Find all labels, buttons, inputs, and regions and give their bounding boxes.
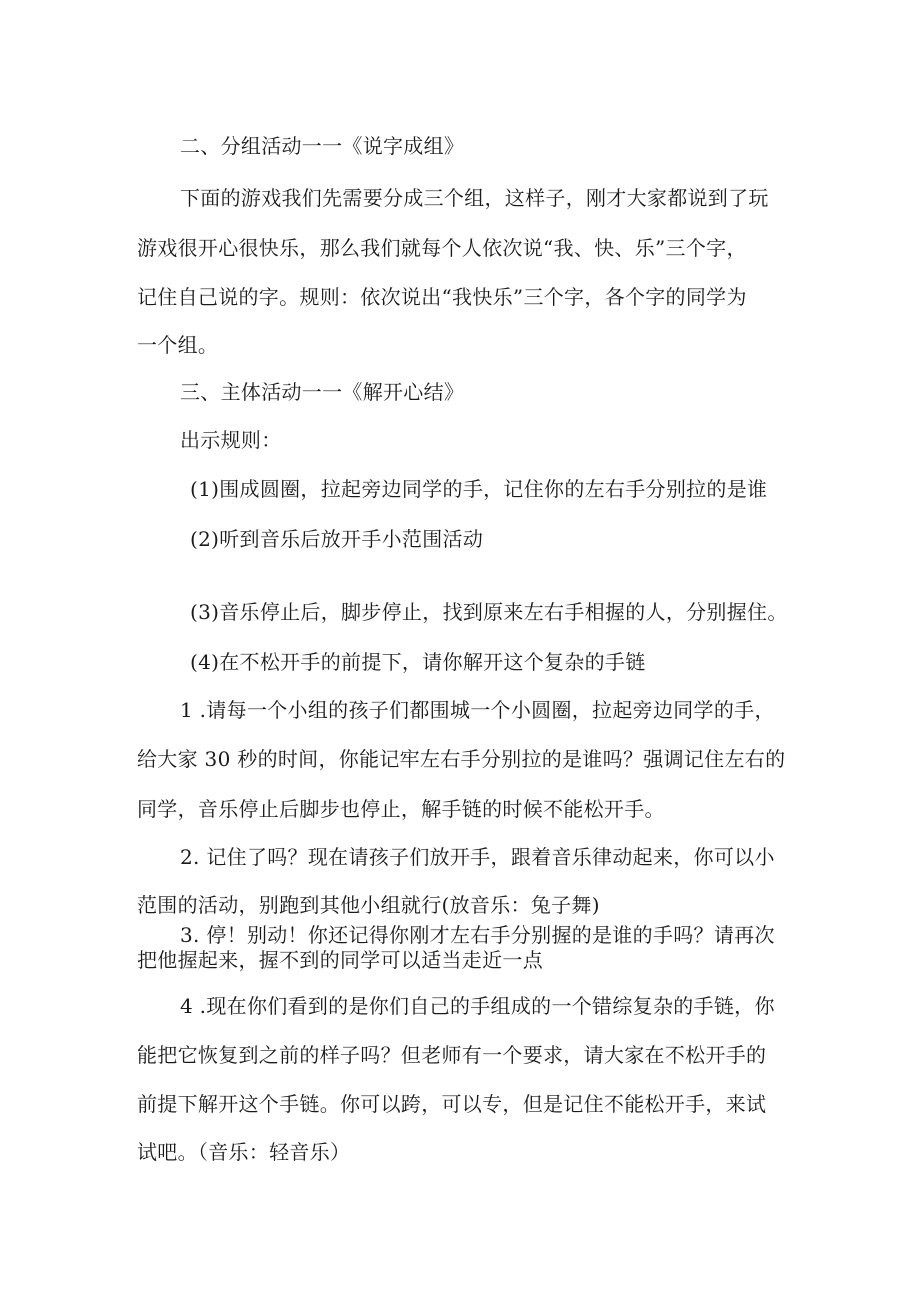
step-line: 给大家 30 秒的时间，你能记牢左右手分别拉的是谁吗？强调记住左右的 <box>137 747 786 771</box>
rule-item: (1)围成圆圈，拉起旁边同学的手，记住你的左右手分别拉的是谁 <box>190 477 768 501</box>
paragraph-line: 下面的游戏我们先需要分成三个组，这样子，刚才大家都说到了玩 <box>180 186 769 210</box>
step-line: 2. 记住了吗？现在请孩子们放开手，跟着音乐律动起来，你可以小 <box>180 845 775 869</box>
step-line: 前提下解开这个手链。你可以跨，可以专，但是记住不能松开手，来试 <box>137 1092 767 1116</box>
step-line: 3. 停！别动！你还记得你刚才左右手分别握的是谁的手吗？请再次 <box>180 923 775 947</box>
step-line: 4 .现在你们看到的是你们自己的手组成的一个错综复杂的手链，你 <box>180 994 775 1018</box>
step-line: 1 .请每一个小组的孩子们都围城一个小圆圈，拉起旁边同学的手， <box>180 698 775 722</box>
rule-item: (3)音乐停止后，脚步停止，找到原来左右手相握的人，分别握住。 <box>190 600 788 624</box>
step-line: 把他握起来，握不到的同学可以适当走近一点 <box>137 948 543 972</box>
paragraph-line: 一个组。 <box>137 333 219 357</box>
section-heading: 二、分组活动一一《说字成组》 <box>180 134 465 158</box>
step-line: 范围的活动，别跑到其他小组就行(放音乐：兔子舞) <box>137 893 600 917</box>
step-line: 同学，音乐停止后脚步也停止，解手链的时候不能松开手。 <box>137 797 665 821</box>
step-line: 能把它恢复到之前的样子吗？但老师有一个要求，请大家在不松开手的 <box>137 1043 767 1067</box>
rule-item: (2)听到音乐后放开手小范围活动 <box>190 527 484 551</box>
paragraph-line: 记住自己说的字。规则：依次说出“我快乐”三个字，各个字的同学为 <box>137 285 747 309</box>
section-heading: 三、主体活动一一《解开心结》 <box>180 380 465 404</box>
paragraph-line: 游戏很开心很快乐，那么我们就每个人依次说“我、快、乐”三个字， <box>137 236 747 260</box>
rule-item: (4)在不松开手的前提下，请你解开这个复杂的手链 <box>190 650 646 674</box>
step-line: 试吧。（音乐：轻音乐） <box>137 1140 351 1164</box>
rules-label: 出示规则： <box>180 428 282 452</box>
